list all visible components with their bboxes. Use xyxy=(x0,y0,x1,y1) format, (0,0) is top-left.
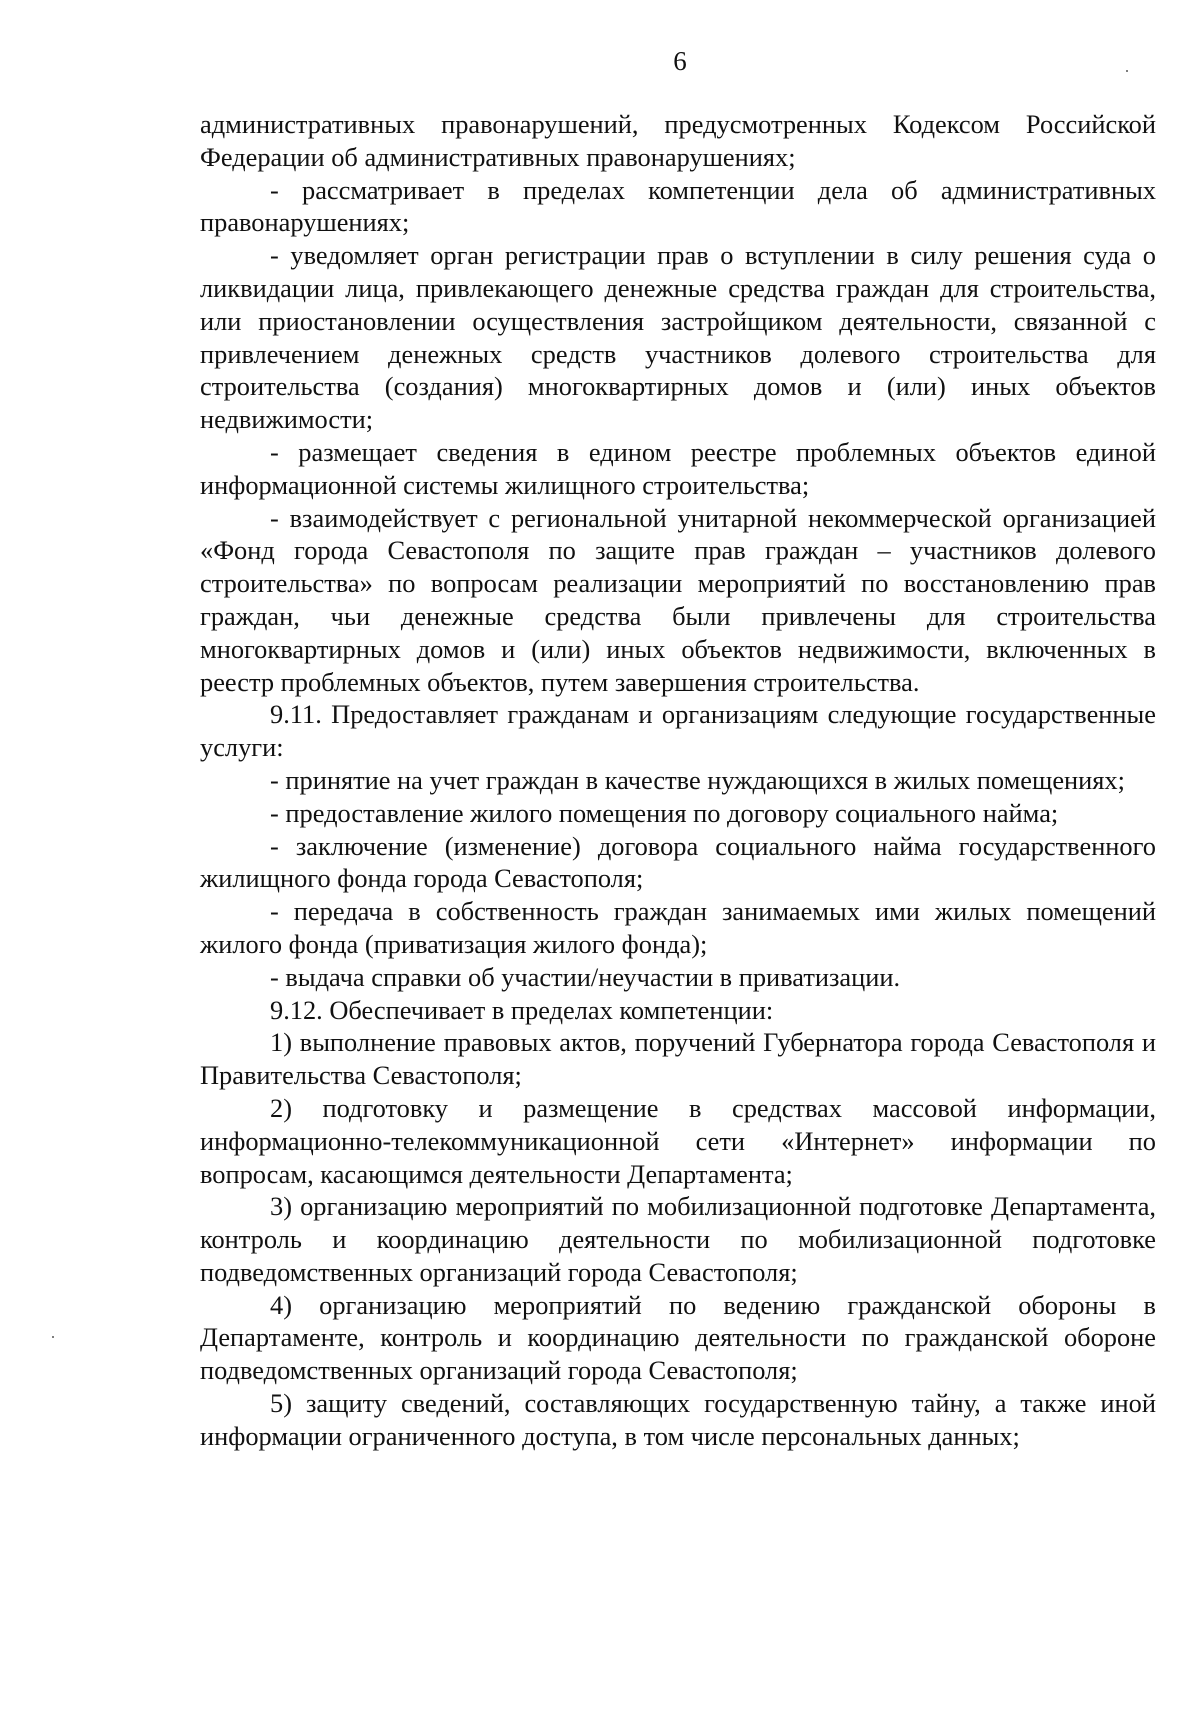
scan-speck xyxy=(1126,70,1128,72)
section-9-12: 9.12. Обеспечивает в пределах компетенции: xyxy=(270,994,774,1025)
page-number-text: 6 xyxy=(673,46,687,76)
service-privatization: - передача в собственность граждан занимаемых ими жилых помещений жилого фонда (приватизация жилого фонда); xyxy=(200,896,1156,959)
item-1: 1) выполнение правовых актов, поручений Губернатора города Севастополя и Правительства Севастополя; xyxy=(200,1027,1156,1091)
page-number xyxy=(0,45,1200,77)
item-3: 3) организацию мероприятий по мобилизационной подготовке Департамента, контроль и координацию деятельности по мобилизационной подготовке подведомственных организаций города Севастополя; xyxy=(200,1191,1156,1287)
document-body xyxy=(200,108,1156,1453)
list-item-considers-cases: - рассматривает в пределах компетенции дела об административных правонарушениях; xyxy=(200,174,1156,238)
service-social-housing: - предоставление жилого помещения по договору социального найма; xyxy=(270,797,1059,828)
list-item-notifies-registration: - уведомляет орган регистрации прав о вступлении в силу решения суда о ликвидации лица, привлекающего денежные средства граждан для строительства, или приостановлении осуществления застройщиком деятельности, связанной с привлечением денежных средств участников долевого строительства для строительства (создания) многоквартирных домов и (или) иных объектов недвижимости; xyxy=(200,240,1156,435)
list-item-interacts-fund: - взаимодействует с региональной унитарной некоммерческой организацией «Фонд города Севастополя по защите прав граждан – участников долевого строительства» по вопросам реализации мероприятий по восстановлению прав граждан, чьи денежные средства были привлечены для строительства многоквартирных домов и (или) иных объектов недвижимости, включенных в реестр проблемных объектов, путем завершения строительства. xyxy=(200,502,1156,697)
paragraph-continuation: административных правонарушений, предусмотренных Кодексом Российской Федерации об административных правонарушениях; xyxy=(200,109,1156,172)
scan-speck xyxy=(52,1336,54,1338)
item-2: 2) подготовку и размещение в средствах массовой информации, информационно-телекоммуникационной сети «Интернет» информации по вопросам, касающимся деятельности Департамента; xyxy=(200,1092,1156,1189)
service-registration: - принятие на учет граждан в качестве нуждающихся в жилых помещениях; xyxy=(270,764,1125,795)
item-4: 4) организацию мероприятий по ведению гражданской обороны в Департаменте, контроль и координацию деятельности по гражданской обороне подведомственных организаций города Севастополя; xyxy=(200,1289,1156,1386)
section-9-11: 9.11. Предоставляет гражданам и организациям следующие государственные услуги: xyxy=(200,699,1156,763)
list-item-registry-info: - размещает сведения в едином реестре проблемных объектов единой информационной системы жилищного строительства; xyxy=(200,436,1156,500)
item-5: 5) защиту сведений, составляющих государственную тайну, а также иной информации ограниченного доступа, в том числе персональных данных; xyxy=(200,1388,1156,1451)
service-lease-agreement: - заключение (изменение) договора социального найма государственного жилищного фонда города Севастополя; xyxy=(200,830,1156,894)
service-certificate: - выдача справки об участии/неучастии в приватизации. xyxy=(270,961,901,992)
